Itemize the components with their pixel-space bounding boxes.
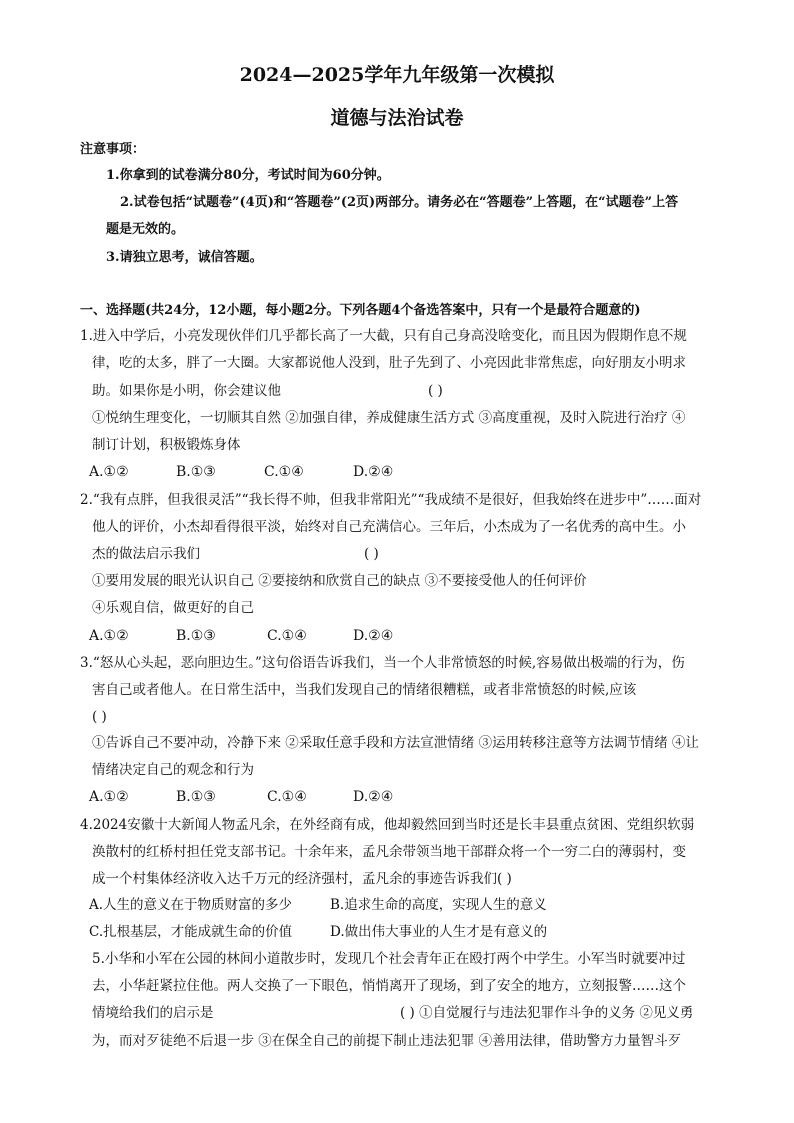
q5-line-3: 情境给我们的启示是: [92, 1005, 214, 1021]
q3-statements-1: ①告诉自己不要冲动，冷静下来 ②采取任意手段和方法宣泄情绪 ③运用转移注意等方法调节情绪 ④让: [92, 735, 699, 751]
q2-option-a: A.①②: [89, 628, 129, 644]
q3-option-b: B.①③: [176, 789, 216, 805]
q1-option-d: D.②④: [353, 464, 394, 480]
q4-option-c: C.扎根基层，才能成就生命的价值: [89, 924, 293, 940]
q2-option-c: C.①④: [267, 628, 307, 644]
q1-line-1: 1.进入中学后，小亮发现伙伴们几乎都长高了一大截，只有自己身高没啥变化，而且因为假期作息不规: [80, 328, 687, 344]
notice-item-3: 3.请独立思考，诚信答题。: [106, 250, 263, 265]
q1-line-3: 助。如果你是小明，你会建议他: [92, 383, 281, 399]
q3-option-a: A.①②: [89, 789, 129, 805]
q4-line-1: 4.2024安徽十大新闻人物孟凡余，在外经商有成，他却毅然回到当时还是长丰县重点贫困、党组织软弱: [80, 817, 695, 833]
q4-option-b: B.追求生命的高度，实现人生的意义: [330, 897, 547, 913]
q5-line-1: 5.小华和小军在公园的林间小道散步时，发现几个社会青年正在殴打两个中学生。小军当时就要冲过: [92, 951, 686, 967]
q1-answer-bracket: ( ): [428, 383, 443, 399]
q5-line-2: 去，小华赶紧拉住他。两人交换了一下眼色，悄悄离开了现场，到了安全的地方，立刻报警……这个: [92, 978, 686, 994]
notice-heading: 注意事项：: [80, 142, 146, 157]
notice-item-2-cont: 题是无效的。: [106, 222, 185, 237]
q4-option-a: A.人生的意义在于物质财富的多少: [89, 897, 293, 913]
q3-line-1: 3.“怒从心头起，恶向胆边生。”这句俗语告诉我们，当一个人非常愤怒的时候,容易做出极端的行为，伤: [80, 655, 685, 671]
q2-line-3: 杰的做法启示我们: [92, 546, 200, 562]
q4-line-3: 成一个村集体经济收入达千万元的经济强村，孟凡余的事迹告诉我们( ): [92, 871, 512, 887]
q1-statements-1: ①悦纳生理变化，一切顺其自然 ②加强自律，养成健康生活方式 ③高度重视，及时入院进行治疗 ④: [92, 410, 686, 426]
q3-line-2: 害自己或者他人。在日常生活中，当我们发现自己的情绪很糟糕，或者非常愤怒的时候,应该: [92, 682, 637, 698]
q5-line-3-cont: ( ) ①自觉履行与违法犯罪作斗争的义务 ②见义勇: [400, 1005, 694, 1021]
q2-option-d: D.②④: [353, 628, 394, 644]
q3-statements-2: 情绪决定自己的观念和行为: [92, 762, 254, 778]
q2-line-1: 2.“我有点胖，但我很灵活”“我长得不帅，但我非常阳光”“我成绩不是很好，但我始终在进步中”……面对: [80, 492, 702, 508]
q3-option-c: C.①④: [267, 789, 307, 805]
q2-statements-1: ①要用发展的眼光认识自己 ②要接纳和欣赏自己的缺点 ③不要接受他人的任何评价: [92, 573, 587, 589]
q2-option-b: B.①③: [176, 628, 216, 644]
q2-statements-2: ④乐观自信，做更好的自己: [92, 600, 254, 616]
notice-item-1: 1.你拿到的试卷满分80分，考试时间为60分钟。: [106, 168, 390, 183]
q5-line-4: 为，而对歹徒绝不后退一步 ③在保全自己的前提下制止违法犯罪 ④善用法律，借助警方力量智斗歹: [92, 1033, 682, 1049]
q4-option-d: D.做出伟大事业的人生才是有意义的: [330, 924, 548, 940]
notice-item-2: 2.试卷包括“试题卷”(4页)和“答题卷”(2页)两部分。请务必在“答题卷”上答题，在“试题卷”上答: [120, 195, 679, 210]
q1-option-b: B.①③: [176, 464, 216, 480]
q1-option-a: A.①②: [89, 464, 129, 480]
q2-answer-bracket: ( ): [364, 546, 379, 562]
q1-option-c: C.①④: [264, 464, 304, 480]
q4-line-2: 涣散村的红桥村担任党支部书记。十余年来，孟凡余带领当地干部群众将一个一穷二白的薄弱村，变: [92, 844, 686, 860]
section-heading: 一、选择题(共24分，12小题，每小题2分。下列各题4个备选答案中，只有一个是最符合题意的): [80, 303, 641, 318]
q2-line-2: 他人的评价，小杰却看得很平淡，始终对自己充满信心。三年后，小杰成为了一名优秀的高中生。小: [92, 519, 686, 535]
exam-title-line2: 道德与法治试卷: [330, 107, 464, 129]
q1-statements-2: 制订计划，积极锻炼身体: [92, 437, 241, 453]
q1-line-2: 律，吃的太多，胖了一大圈。大家都说他人没到，肚子先到了、小亮因此非常焦虑，向好朋友小明求: [92, 355, 686, 371]
q3-option-d: D.②④: [353, 789, 394, 805]
exam-title-line1: 2024—2025学年九年级第一次模拟: [239, 64, 555, 86]
q3-line-3: ( ): [92, 709, 107, 725]
